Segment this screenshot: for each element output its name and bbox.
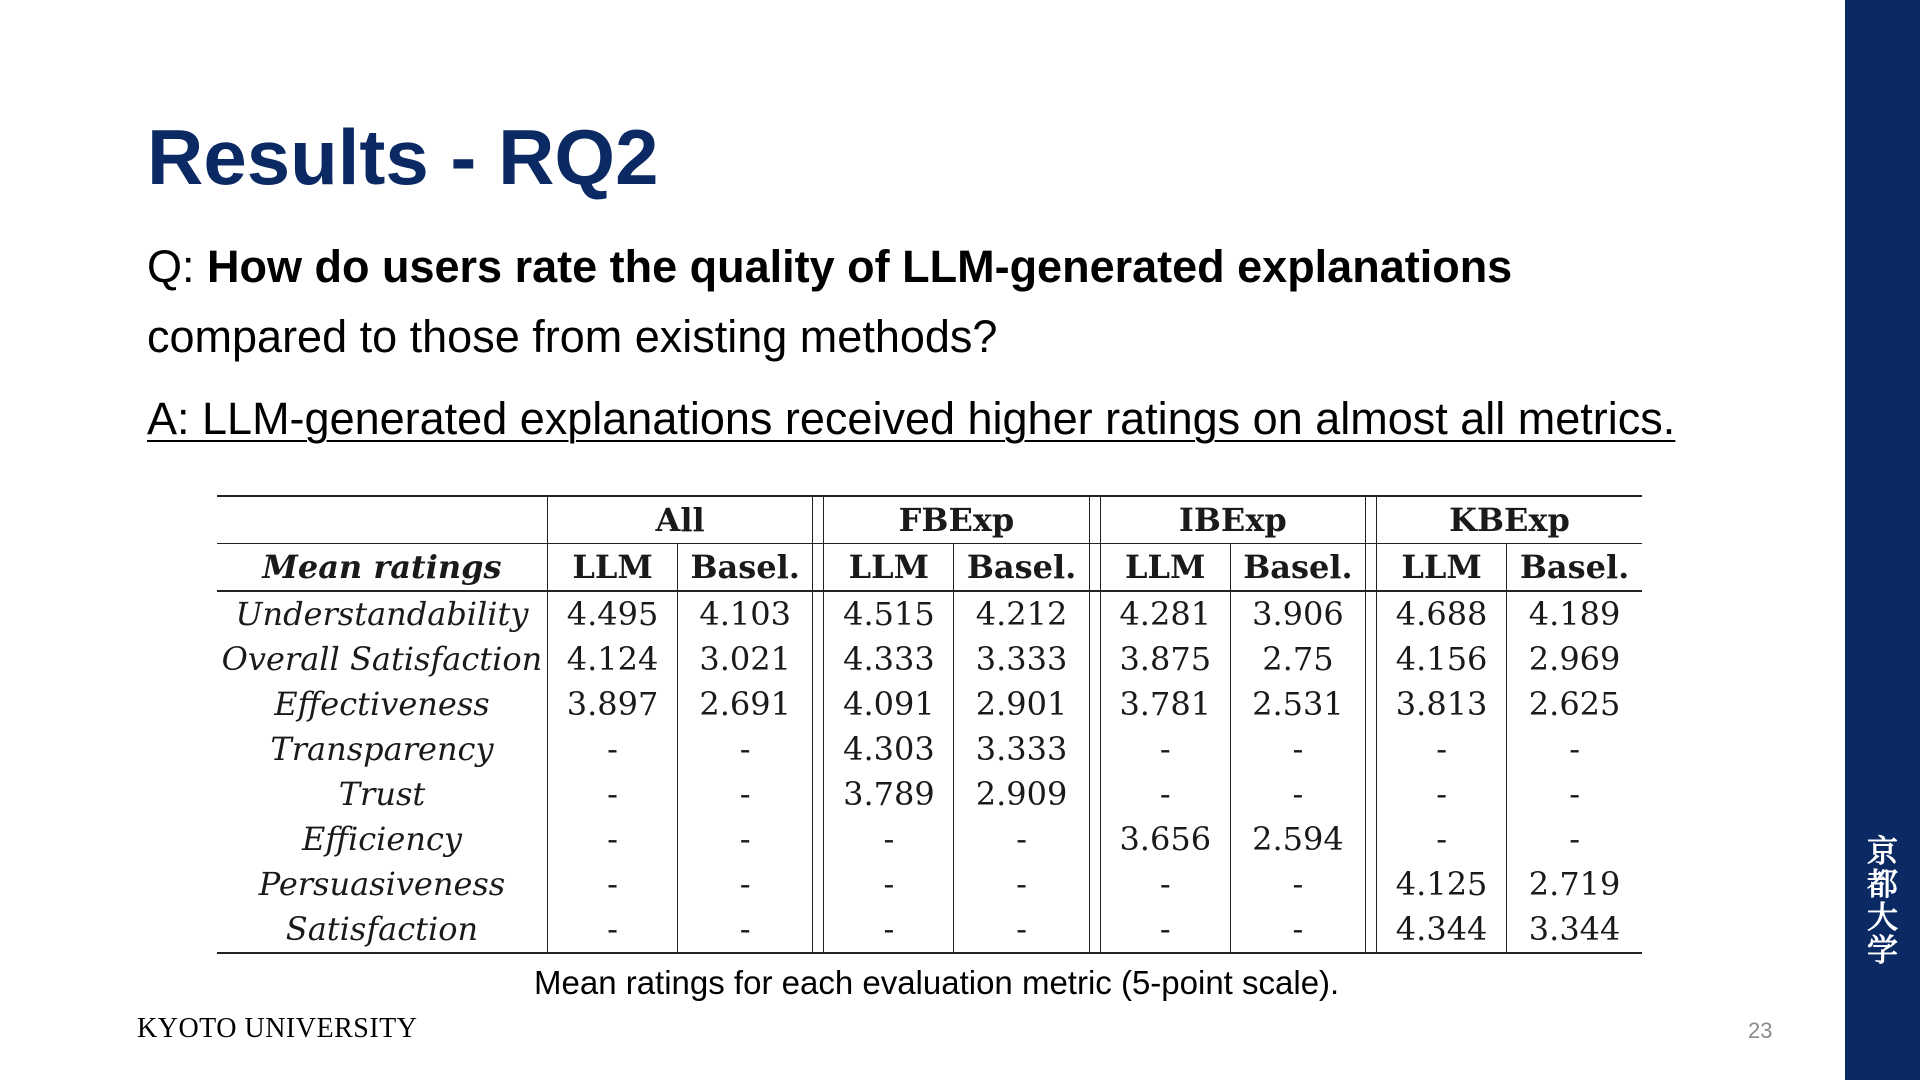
- baseline-value-cell: -: [1230, 772, 1365, 817]
- baseline-value-cell: 2.691: [678, 682, 813, 727]
- group-header-kbexp: KBExp: [1377, 496, 1642, 544]
- group-gap: [813, 682, 824, 727]
- kanji-char: 都: [1867, 867, 1898, 903]
- group-gap: [813, 862, 824, 907]
- group-gap: [1366, 544, 1377, 592]
- llm-value-cell: 4.091: [824, 682, 954, 727]
- subheader-llm: LLM: [1100, 544, 1230, 592]
- kanji-char: 京: [1867, 834, 1898, 870]
- group-gap: [813, 496, 824, 544]
- baseline-value-cell: -: [1507, 817, 1642, 862]
- llm-value-cell: -: [1377, 727, 1507, 772]
- group-gap: [1366, 817, 1377, 862]
- llm-value-cell: -: [1100, 907, 1230, 953]
- group-header-fbexp: FBExp: [824, 496, 1089, 544]
- llm-value-cell: 3.875: [1100, 637, 1230, 682]
- baseline-value-cell: -: [954, 862, 1089, 907]
- research-question: [147, 232, 1787, 372]
- metric-name: Overall Satisfaction: [221, 640, 543, 678]
- llm-value-cell: 3.897: [547, 682, 677, 727]
- group-gap: [1089, 727, 1100, 772]
- baseline-value-cell: 2.909: [954, 772, 1089, 817]
- group-gap: [813, 637, 824, 682]
- subheader-baseline: Basel.: [954, 544, 1089, 592]
- llm-value-cell: -: [547, 862, 677, 907]
- llm-value-cell: 3.789: [824, 772, 954, 817]
- group-gap: [1089, 862, 1100, 907]
- baseline-value-cell: -: [678, 862, 813, 907]
- baseline-value-cell: -: [954, 907, 1089, 953]
- metric-name: Efficiency: [301, 820, 462, 858]
- group-gap: [1366, 591, 1377, 637]
- baseline-value-cell: 3.344: [1507, 907, 1642, 953]
- table-row: [217, 682, 1642, 727]
- llm-value-cell: -: [1100, 772, 1230, 817]
- group-gap: [1366, 682, 1377, 727]
- baseline-value-cell: -: [1507, 727, 1642, 772]
- group-gap: [1089, 637, 1100, 682]
- baseline-value-cell: 2.625: [1507, 682, 1642, 727]
- llm-value-cell: -: [1100, 862, 1230, 907]
- group-gap: [813, 772, 824, 817]
- baseline-value-cell: 2.594: [1230, 817, 1365, 862]
- baseline-value-cell: -: [1230, 727, 1365, 772]
- question-prefix: Q:: [147, 241, 208, 292]
- slide-title: Results - RQ2: [147, 113, 659, 201]
- baseline-value-cell: -: [678, 727, 813, 772]
- baseline-value-cell: 3.333: [954, 727, 1089, 772]
- baseline-value-cell: 2.531: [1230, 682, 1365, 727]
- metric-name: Trust: [338, 775, 426, 813]
- results-table-container: [217, 495, 1642, 954]
- baseline-value-cell: 3.021: [678, 637, 813, 682]
- side-band: [1845, 0, 1920, 1080]
- group-gap: [813, 544, 824, 592]
- table-row: [217, 862, 1642, 907]
- llm-value-cell: 4.344: [1377, 907, 1507, 953]
- group-gap: [1366, 772, 1377, 817]
- llm-value-cell: 4.333: [824, 637, 954, 682]
- llm-value-cell: -: [547, 727, 677, 772]
- table-row: [217, 772, 1642, 817]
- llm-value-cell: 4.515: [824, 591, 954, 637]
- llm-value-cell: 4.156: [1377, 637, 1507, 682]
- table-row: [217, 817, 1642, 862]
- group-gap: [1089, 496, 1100, 544]
- group-header-ibexp: IBExp: [1100, 496, 1365, 544]
- group-gap: [1089, 544, 1100, 592]
- group-gap: [1366, 496, 1377, 544]
- llm-value-cell: -: [547, 772, 677, 817]
- llm-value-cell: -: [1377, 772, 1507, 817]
- llm-value-cell: 4.124: [547, 637, 677, 682]
- baseline-value-cell: 2.719: [1507, 862, 1642, 907]
- baseline-value-cell: 4.189: [1507, 591, 1642, 637]
- metric-name: Persuasiveness: [258, 865, 506, 903]
- subheader-llm: LLM: [547, 544, 677, 592]
- baseline-value-cell: 4.103: [678, 591, 813, 637]
- llm-value-cell: 4.303: [824, 727, 954, 772]
- table-row: [217, 591, 1642, 637]
- baseline-value-cell: 2.901: [954, 682, 1089, 727]
- baseline-value-cell: 3.333: [954, 637, 1089, 682]
- kanji-char: 大: [1867, 900, 1898, 936]
- baseline-value-cell: -: [678, 772, 813, 817]
- llm-value-cell: 4.495: [547, 591, 677, 637]
- group-gap: [1089, 591, 1100, 637]
- llm-value-cell: 3.813: [1377, 682, 1507, 727]
- baseline-value-cell: 2.969: [1507, 637, 1642, 682]
- kanji-char: 学: [1867, 933, 1898, 969]
- llm-value-cell: 4.125: [1377, 862, 1507, 907]
- llm-value-cell: -: [824, 907, 954, 953]
- empty-corner-cell: [217, 496, 547, 544]
- table-row: [217, 907, 1642, 953]
- results-table-body: [217, 591, 1642, 953]
- baseline-value-cell: 3.906: [1230, 591, 1365, 637]
- metric-name: Satisfaction: [285, 910, 479, 948]
- group-gap: [813, 907, 824, 953]
- baseline-value-cell: -: [678, 907, 813, 953]
- subheader-baseline: Basel.: [678, 544, 813, 592]
- table-row: [217, 727, 1642, 772]
- baseline-value-cell: -: [954, 817, 1089, 862]
- baseline-value-cell: 4.212: [954, 591, 1089, 637]
- table-row: [217, 637, 1642, 682]
- subheader-baseline: Basel.: [1507, 544, 1642, 592]
- page-number: 23: [1748, 1018, 1773, 1043]
- baseline-value-cell: -: [1507, 772, 1642, 817]
- llm-value-cell: 3.656: [1100, 817, 1230, 862]
- results-table: [217, 495, 1642, 954]
- group-gap: [813, 591, 824, 637]
- llm-value-cell: 3.781: [1100, 682, 1230, 727]
- group-gap: [813, 727, 824, 772]
- group-gap: [813, 817, 824, 862]
- llm-value-cell: -: [547, 907, 677, 953]
- kyoto-university-kanji-logo: [1845, 836, 1920, 968]
- subheader-llm: LLM: [824, 544, 954, 592]
- table-subheader-row: [217, 544, 1642, 592]
- group-gap: [1366, 907, 1377, 953]
- row-header-label: Mean ratings: [262, 547, 502, 586]
- group-gap: [1089, 817, 1100, 862]
- group-gap: [1366, 637, 1377, 682]
- group-gap: [1366, 862, 1377, 907]
- group-gap: [1089, 772, 1100, 817]
- question-bold-text: How do users rate the quality of LLM-generated explanations: [207, 241, 1513, 292]
- metric-name: Effectiveness: [274, 685, 490, 723]
- baseline-value-cell: -: [1230, 862, 1365, 907]
- answer-text: A: LLM-generated explanations received higher ratings on almost all metrics.: [147, 393, 1676, 444]
- subheader-baseline: Basel.: [1230, 544, 1365, 592]
- llm-value-cell: -: [1100, 727, 1230, 772]
- llm-value-cell: 4.281: [1100, 591, 1230, 637]
- metric-name: Understandability: [235, 595, 529, 633]
- subheader-llm: LLM: [1377, 544, 1507, 592]
- llm-value-cell: 4.688: [1377, 591, 1507, 637]
- question-rest-text: compared to those from existing methods?: [147, 311, 998, 362]
- metric-name: Transparency: [270, 730, 494, 768]
- llm-value-cell: -: [1377, 817, 1507, 862]
- group-gap: [1089, 907, 1100, 953]
- llm-value-cell: -: [547, 817, 677, 862]
- group-gap: [1366, 727, 1377, 772]
- group-gap: [1089, 682, 1100, 727]
- kyoto-university-logo: KYOTO UNIVERSITY: [137, 1013, 418, 1044]
- table-caption: Mean ratings for each evaluation metric (5-point scale).: [534, 964, 1340, 1001]
- baseline-value-cell: -: [678, 817, 813, 862]
- llm-value-cell: -: [824, 862, 954, 907]
- table-group-header-row: [217, 496, 1642, 544]
- baseline-value-cell: 2.75: [1230, 637, 1365, 682]
- baseline-value-cell: -: [1230, 907, 1365, 953]
- group-header-all: All: [547, 496, 812, 544]
- llm-value-cell: -: [824, 817, 954, 862]
